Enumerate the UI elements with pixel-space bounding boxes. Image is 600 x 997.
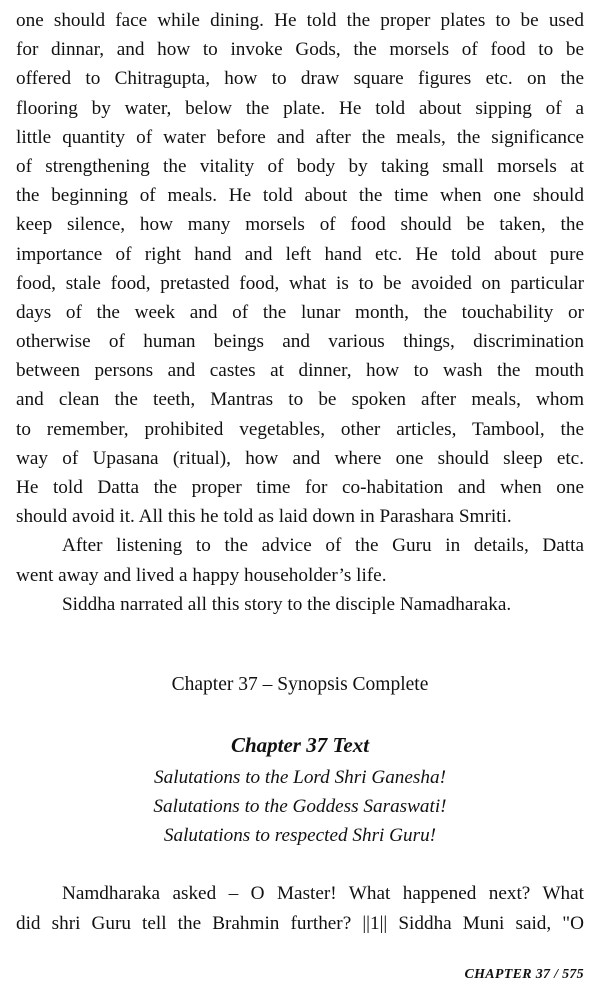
body-line: little quantity of water before and after the meals, the significance [16, 126, 584, 148]
body-line: offered to Chitragupta, how to draw square figures etc. on the [16, 68, 584, 90]
body-line: Namdharaka asked – O Master! What happened next? What [62, 883, 584, 904]
body-line: between persons and castes at dinner, how to wash the mouth [16, 360, 584, 382]
body-line: for dinnar, and how to invoke Gods, the morsels of food to be [16, 39, 584, 61]
salutation-line: Salutations to the Goddess Saraswati! [153, 796, 447, 817]
chapter-text-heading: Chapter 37 Text [230, 733, 370, 757]
body-line: keep silence, how many morsels of food should be taken, the [16, 214, 584, 236]
body-line: and clean the teeth, Mantras to be spoken after meals, whom [16, 389, 584, 411]
body-line: did shri Guru tell the Brahmin further? ||1|| Siddha Muni said, "O [16, 912, 584, 934]
closing-paragraph [16, 879, 584, 938]
salutations-block [0, 763, 600, 850]
body-line: otherwise of human beings and various things, discrimination [16, 331, 584, 353]
body-line: importance of right hand and left hand etc. He told about pure [16, 243, 584, 265]
body-line: way of Upasana (ritual), how and where one should sleep etc. [16, 447, 584, 469]
synopsis-heading: Chapter 37 – Synopsis Complete [171, 674, 429, 695]
body-line: days of the week and of the lunar month, the touchability or [16, 301, 584, 323]
body-line: to remember, prohibited vegetables, other articles, Tambool, the [16, 418, 584, 440]
body-line: Siddha narrated all this story to the disciple Namadharaka. [62, 593, 512, 615]
body-line: After listening to the advice of the Guru in details, Datta [62, 535, 584, 557]
body-line: of strengthening the vitality of body by taking small morsels at [16, 155, 584, 177]
body-line: should avoid it. All this he told as laid down in Parashara Smriti. [16, 506, 512, 528]
page-footer: CHAPTER 37 / 575 [464, 967, 584, 982]
body-line: one should face while dining. He told the proper plates to be used [16, 10, 584, 31]
body-line: went away and lived a happy householder’s life. [16, 564, 387, 586]
body-line: He told Datta the proper time for co-habitation and when one [16, 477, 584, 498]
body-line: the beginning of meals. He told about the time when one should [16, 185, 584, 207]
body-paragraphs [16, 6, 584, 619]
body-line: flooring by water, below the plate. He told about sipping of a [16, 97, 584, 119]
salutation-line: Salutations to respected Shri Guru! [163, 825, 437, 846]
salutation-line: Salutations to the Lord Shri Ganesha! [154, 767, 446, 788]
body-line: food, stale food, pretasted food, what is to be avoided on particular [16, 272, 584, 294]
